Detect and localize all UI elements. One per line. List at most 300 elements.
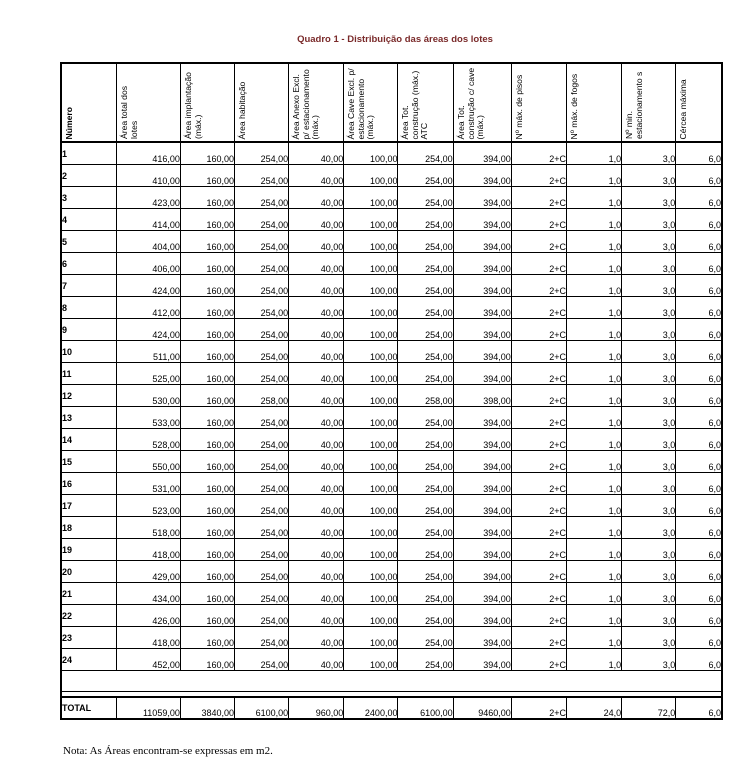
table-cell: 531,00: [116, 473, 180, 495]
column-header: [676, 63, 722, 142]
table-cell: 254,00: [235, 231, 289, 253]
total-cell: 11059,00: [116, 697, 180, 719]
table-cell: 100,00: [344, 209, 398, 231]
table-row: [61, 473, 722, 495]
table-cell: 6,0: [676, 473, 722, 495]
table-row: [61, 187, 722, 209]
table-cell: 6,0: [676, 165, 722, 187]
table-cell: 1,0: [566, 253, 621, 275]
total-cell: 72,0: [622, 697, 676, 719]
table-cell: 40,00: [289, 297, 344, 319]
row-number: 14: [61, 429, 116, 451]
table-cell: 2+C: [511, 363, 566, 385]
table-cell: 6,0: [676, 385, 722, 407]
table-cell: 1,0: [566, 605, 621, 627]
column-header-label: Área total dos lotes: [118, 85, 139, 139]
column-header: [116, 63, 180, 142]
table-cell: 254,00: [235, 341, 289, 363]
table-cell: 100,00: [344, 473, 398, 495]
table-cell: 410,00: [116, 165, 180, 187]
table-cell: 550,00: [116, 451, 180, 473]
table-cell: 2+C: [511, 297, 566, 319]
table-cell: 100,00: [344, 341, 398, 363]
table-cell: 254,00: [398, 341, 453, 363]
table-row: [61, 142, 722, 165]
table-cell: 160,00: [180, 495, 234, 517]
table-cell: 394,00: [453, 517, 511, 539]
table-cell: 3,0: [622, 142, 676, 165]
table-cell: 254,00: [398, 605, 453, 627]
table-cell: 2+C: [511, 385, 566, 407]
table-cell: 2+C: [511, 429, 566, 451]
table-cell: 6,0: [676, 253, 722, 275]
table-cell: 1,0: [566, 209, 621, 231]
table-cell: 418,00: [116, 627, 180, 649]
column-header-label: Área habitação: [237, 81, 247, 139]
table-cell: 423,00: [116, 187, 180, 209]
table-cell: 2+C: [511, 605, 566, 627]
table-cell: 40,00: [289, 231, 344, 253]
table-row: [61, 539, 722, 561]
table-cell: 3,0: [622, 209, 676, 231]
table-cell: 160,00: [180, 231, 234, 253]
table-cell: 2+C: [511, 583, 566, 605]
table-cell: 3,0: [622, 253, 676, 275]
table-cell: 100,00: [344, 231, 398, 253]
table-cell: 3,0: [622, 473, 676, 495]
table-cell: 100,00: [344, 363, 398, 385]
table-cell: 40,00: [289, 319, 344, 341]
table-row: [61, 561, 722, 583]
table-cell: 254,00: [398, 517, 453, 539]
row-number: 20: [61, 561, 116, 583]
table-cell: 6,0: [676, 407, 722, 429]
table-cell: 100,00: [344, 451, 398, 473]
column-header-label: Área implantação (máx.): [182, 72, 203, 139]
table-row: [61, 209, 722, 231]
table-cell: 254,00: [398, 429, 453, 451]
table-cell: 414,00: [116, 209, 180, 231]
table-cell: 1,0: [566, 627, 621, 649]
table-cell: 6,0: [676, 429, 722, 451]
table-cell: 3,0: [622, 605, 676, 627]
table-cell: 254,00: [235, 451, 289, 473]
row-number: 24: [61, 649, 116, 671]
table-cell: 2+C: [511, 407, 566, 429]
table-cell: 2+C: [511, 539, 566, 561]
column-header: [289, 63, 344, 142]
table-cell: 3,0: [622, 165, 676, 187]
table-cell: 40,00: [289, 561, 344, 583]
row-number: 16: [61, 473, 116, 495]
table-cell: 160,00: [180, 517, 234, 539]
table-cell: 40,00: [289, 473, 344, 495]
table-cell: 40,00: [289, 407, 344, 429]
table-cell: 434,00: [116, 583, 180, 605]
total-cell: 3840,00: [180, 697, 234, 719]
table-cell: 394,00: [453, 275, 511, 297]
row-number: 3: [61, 187, 116, 209]
table-cell: 6,0: [676, 605, 722, 627]
total-cell: 9460,00: [453, 697, 511, 719]
table-cell: 254,00: [398, 649, 453, 671]
table-cell: 40,00: [289, 275, 344, 297]
table-cell: 394,00: [453, 451, 511, 473]
table-cell: 100,00: [344, 319, 398, 341]
table-cell: 100,00: [344, 649, 398, 671]
row-number: 22: [61, 605, 116, 627]
table-cell: 160,00: [180, 275, 234, 297]
table-cell: 3,0: [622, 275, 676, 297]
table-cell: 254,00: [235, 165, 289, 187]
column-header-label: Nº máx. de fogos: [568, 73, 579, 139]
table-cell: 394,00: [453, 187, 511, 209]
column-header: [180, 63, 234, 142]
table-cell: 40,00: [289, 142, 344, 165]
table-cell: 100,00: [344, 627, 398, 649]
table-cell: 511,00: [116, 341, 180, 363]
table-cell: 394,00: [453, 142, 511, 165]
table-cell: 160,00: [180, 385, 234, 407]
table-cell: 254,00: [235, 187, 289, 209]
table-cell: 1,0: [566, 165, 621, 187]
table-cell: 254,00: [235, 473, 289, 495]
table-cell: 254,00: [235, 627, 289, 649]
column-header-label: Área Anexo Excl. p/ estacionamento (máx.): [291, 68, 321, 139]
row-number: 5: [61, 231, 116, 253]
table-cell: 2+C: [511, 142, 566, 165]
table-row: [61, 429, 722, 451]
table-cell: 429,00: [116, 561, 180, 583]
table-cell: 100,00: [344, 495, 398, 517]
table-row: [61, 495, 722, 517]
table-cell: 3,0: [622, 627, 676, 649]
table-cell: 160,00: [180, 209, 234, 231]
table-cell: 1,0: [566, 363, 621, 385]
table-cell: 3,0: [622, 583, 676, 605]
table-cell: 3,0: [622, 539, 676, 561]
table-cell: 6,0: [676, 297, 722, 319]
table-cell: 1,0: [566, 341, 621, 363]
row-number: 19: [61, 539, 116, 561]
row-number: 4: [61, 209, 116, 231]
table-cell: 6,0: [676, 363, 722, 385]
table-cell: 160,00: [180, 561, 234, 583]
row-number: 18: [61, 517, 116, 539]
table-cell: 1,0: [566, 142, 621, 165]
total-cell: 960,00: [289, 697, 344, 719]
table-cell: 160,00: [180, 649, 234, 671]
table-cell: 1,0: [566, 407, 621, 429]
table-cell: 100,00: [344, 583, 398, 605]
table-row: [61, 231, 722, 253]
table-cell: 518,00: [116, 517, 180, 539]
table-cell: 424,00: [116, 275, 180, 297]
table-cell: 2+C: [511, 275, 566, 297]
table-cell: 394,00: [453, 473, 511, 495]
table-cell: 1,0: [566, 495, 621, 517]
table-cell: 254,00: [398, 495, 453, 517]
table-title: Quadro 1 - Distribuição das áreas dos lotes: [297, 34, 493, 45]
table-cell: 160,00: [180, 451, 234, 473]
table-cell: 2+C: [511, 165, 566, 187]
table-cell: 523,00: [116, 495, 180, 517]
table-cell: 254,00: [235, 275, 289, 297]
table-cell: 452,00: [116, 649, 180, 671]
table-cell: 160,00: [180, 473, 234, 495]
table-cell: 100,00: [344, 253, 398, 275]
table-cell: 1,0: [566, 297, 621, 319]
table-cell: 1,0: [566, 451, 621, 473]
table-cell: 394,00: [453, 495, 511, 517]
column-header: [235, 63, 289, 142]
table-cell: 3,0: [622, 517, 676, 539]
table-cell: 258,00: [398, 385, 453, 407]
table-cell: 254,00: [235, 209, 289, 231]
table-cell: 3,0: [622, 385, 676, 407]
table-cell: 100,00: [344, 385, 398, 407]
column-header: [61, 63, 116, 142]
table-cell: 6,0: [676, 517, 722, 539]
table-cell: 406,00: [116, 253, 180, 275]
table-cell: 6,0: [676, 187, 722, 209]
table-row: [61, 275, 722, 297]
table-cell: 398,00: [453, 385, 511, 407]
table-cell: 3,0: [622, 187, 676, 209]
table-cell: 2+C: [511, 517, 566, 539]
table-cell: 394,00: [453, 627, 511, 649]
table-cell: 254,00: [398, 627, 453, 649]
table-cell: 2+C: [511, 187, 566, 209]
blank-cell: [61, 671, 722, 692]
lot-areas-table: [60, 62, 723, 720]
total-cell: 6,0: [676, 697, 722, 719]
table-cell: 6,0: [676, 561, 722, 583]
table-cell: 1,0: [566, 275, 621, 297]
row-number: 10: [61, 341, 116, 363]
table-row: [61, 517, 722, 539]
table-cell: 1,0: [566, 187, 621, 209]
table-cell: 254,00: [398, 583, 453, 605]
table-cell: 100,00: [344, 275, 398, 297]
table-row: [61, 253, 722, 275]
table-cell: 394,00: [453, 583, 511, 605]
table-cell: 100,00: [344, 297, 398, 319]
table-cell: 394,00: [453, 165, 511, 187]
table-cell: 418,00: [116, 539, 180, 561]
row-number: 13: [61, 407, 116, 429]
table-cell: 100,00: [344, 561, 398, 583]
table-cell: 2+C: [511, 209, 566, 231]
table-cell: 3,0: [622, 297, 676, 319]
table-cell: 394,00: [453, 605, 511, 627]
table-cell: 100,00: [344, 517, 398, 539]
table-cell: 3,0: [622, 429, 676, 451]
table-cell: 160,00: [180, 253, 234, 275]
table-cell: 6,0: [676, 341, 722, 363]
row-number: 1: [61, 142, 116, 165]
table-cell: 6,0: [676, 209, 722, 231]
header-row: [61, 63, 722, 142]
column-header-label: Nº min. estacionamento s: [624, 71, 644, 139]
table-cell: 254,00: [398, 561, 453, 583]
row-number: 11: [61, 363, 116, 385]
row-number: 21: [61, 583, 116, 605]
table-cell: 1,0: [566, 561, 621, 583]
table-cell: 533,00: [116, 407, 180, 429]
table-cell: 2+C: [511, 319, 566, 341]
table-cell: 254,00: [235, 517, 289, 539]
blank-row: [61, 671, 722, 692]
table-cell: 394,00: [453, 561, 511, 583]
table-cell: 6,0: [676, 319, 722, 341]
row-number: 6: [61, 253, 116, 275]
table-cell: 1,0: [566, 429, 621, 451]
table-row: [61, 297, 722, 319]
table-cell: 254,00: [398, 275, 453, 297]
table-cell: 3,0: [622, 561, 676, 583]
table-cell: 40,00: [289, 649, 344, 671]
table-cell: 40,00: [289, 363, 344, 385]
table-cell: 394,00: [453, 363, 511, 385]
table-cell: 528,00: [116, 429, 180, 451]
table-cell: 1,0: [566, 473, 621, 495]
table-cell: 3,0: [622, 649, 676, 671]
table-cell: 254,00: [398, 319, 453, 341]
table-cell: 254,00: [235, 539, 289, 561]
table-row: [61, 451, 722, 473]
table-cell: 100,00: [344, 142, 398, 165]
column-header: [566, 63, 621, 142]
table-row: [61, 363, 722, 385]
table-cell: 100,00: [344, 605, 398, 627]
table-cell: 40,00: [289, 341, 344, 363]
row-number: 17: [61, 495, 116, 517]
table-cell: 160,00: [180, 165, 234, 187]
table-cell: 254,00: [235, 605, 289, 627]
table-cell: 254,00: [235, 407, 289, 429]
table-cell: 254,00: [398, 363, 453, 385]
table-cell: 254,00: [398, 539, 453, 561]
table-cell: 254,00: [398, 187, 453, 209]
table-cell: 40,00: [289, 187, 344, 209]
table-cell: 6,0: [676, 275, 722, 297]
table-cell: 6,0: [676, 649, 722, 671]
row-number: 23: [61, 627, 116, 649]
table-cell: 100,00: [344, 165, 398, 187]
table-row: [61, 341, 722, 363]
table-cell: 160,00: [180, 605, 234, 627]
table-cell: 2+C: [511, 473, 566, 495]
table-row: [61, 583, 722, 605]
table-cell: 254,00: [235, 319, 289, 341]
table-cell: 254,00: [398, 142, 453, 165]
column-header-label: Número: [64, 106, 74, 139]
table-cell: 254,00: [398, 473, 453, 495]
table-cell: 160,00: [180, 407, 234, 429]
column-header-label: Área Cave Excl. p/ estacionamento (máx.): [346, 67, 376, 139]
table-cell: 394,00: [453, 649, 511, 671]
table-cell: 100,00: [344, 539, 398, 561]
column-header-label: Área Tot. construção c/ cave (máx.): [455, 67, 485, 139]
table-cell: 160,00: [180, 539, 234, 561]
table-cell: 394,00: [453, 319, 511, 341]
table-row: [61, 627, 722, 649]
column-header: [511, 63, 566, 142]
table-cell: 258,00: [235, 385, 289, 407]
total-label: TOTAL: [61, 697, 116, 719]
table-cell: 254,00: [235, 429, 289, 451]
total-cell: 2+C: [511, 697, 566, 719]
table-cell: 2+C: [511, 253, 566, 275]
table-cell: 6,0: [676, 583, 722, 605]
total-cell: 6100,00: [398, 697, 453, 719]
table-cell: 40,00: [289, 165, 344, 187]
table-cell: 1,0: [566, 231, 621, 253]
table-cell: 254,00: [398, 165, 453, 187]
table-cell: 6,0: [676, 627, 722, 649]
table-cell: 3,0: [622, 451, 676, 473]
table-cell: 394,00: [453, 209, 511, 231]
column-header: [622, 63, 676, 142]
column-header-label: Área Tot. construção (máx.) ATC: [400, 70, 430, 139]
table-cell: 254,00: [398, 297, 453, 319]
table-cell: 254,00: [398, 451, 453, 473]
table-cell: 254,00: [235, 253, 289, 275]
table-cell: 2+C: [511, 627, 566, 649]
table-row: [61, 407, 722, 429]
table-cell: 160,00: [180, 319, 234, 341]
table-cell: 1,0: [566, 583, 621, 605]
table-cell: 394,00: [453, 253, 511, 275]
column-header-label: Nº máx. de pisos: [513, 74, 524, 139]
table-cell: 6,0: [676, 231, 722, 253]
table-cell: 254,00: [235, 583, 289, 605]
table-cell: 2+C: [511, 451, 566, 473]
table-cell: 1,0: [566, 517, 621, 539]
column-header: [344, 63, 398, 142]
table-cell: 40,00: [289, 539, 344, 561]
row-number: 12: [61, 385, 116, 407]
table-cell: 416,00: [116, 142, 180, 165]
table-cell: 3,0: [622, 495, 676, 517]
table-cell: 40,00: [289, 605, 344, 627]
column-header-label: Cércea máxima: [678, 78, 689, 139]
table-cell: 40,00: [289, 495, 344, 517]
table-cell: 2+C: [511, 561, 566, 583]
total-cell: 6100,00: [235, 697, 289, 719]
table-cell: 6,0: [676, 495, 722, 517]
table-cell: 254,00: [398, 209, 453, 231]
table-cell: 2+C: [511, 341, 566, 363]
table-cell: 6,0: [676, 451, 722, 473]
table-cell: 1,0: [566, 385, 621, 407]
table-cell: 100,00: [344, 407, 398, 429]
table-cell: 6,0: [676, 539, 722, 561]
row-number: 7: [61, 275, 116, 297]
footnote: Nota: As Áreas encontram-se expressas em m2.: [63, 745, 273, 757]
table-cell: 3,0: [622, 319, 676, 341]
table-cell: 530,00: [116, 385, 180, 407]
table-cell: 2+C: [511, 495, 566, 517]
table-cell: 394,00: [453, 539, 511, 561]
table-cell: 160,00: [180, 627, 234, 649]
table-cell: 254,00: [235, 561, 289, 583]
table-cell: 160,00: [180, 429, 234, 451]
table-row: [61, 605, 722, 627]
table-cell: 40,00: [289, 451, 344, 473]
table-cell: 254,00: [398, 407, 453, 429]
